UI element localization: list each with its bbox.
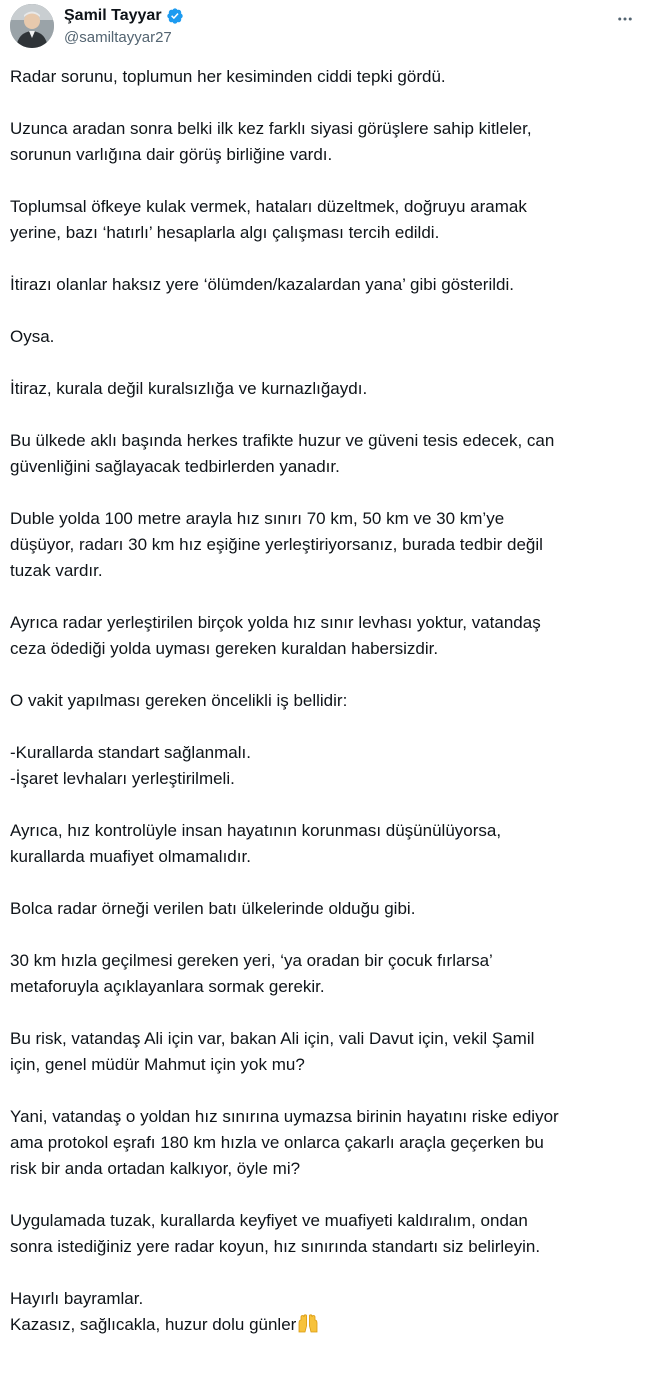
closing-text: Hayırlı bayramlar. Kazasız, sağlıcakla, huzur dolu günler (10, 1289, 297, 1334)
paragraph: İtiraz, kurala değil kuralsızlığa ve kurnazlığaydı. (10, 379, 368, 398)
name-row (64, 6, 184, 26)
paragraph: Uzunca aradan sonra belki ilk kez farklı siyasi görüşlere sahip kitleler, sorunun varlığına dair görüş birliğine vardı. (10, 119, 532, 164)
paragraph: Ayrıca radar yerleştirilen birçok yolda hız sınır levhası yoktur, vatandaş ceza ödediği yolda uyması gereken kuraldan habersizdir. (10, 613, 541, 658)
paragraph: Ayrıca, hız kontrolüyle insan hayatının korunması düşünülüyorsa, kurallarda muafiyet olmamalıdır. (10, 821, 502, 866)
paragraph: Duble yolda 100 metre arayla hız sınırı 70 km, 50 km ve 30 km’ye düşüyor, radarı 30 km hız eşiğine yerleştiriyorsanız, burada tedbir değil tuzak vardır. (10, 509, 543, 580)
tweet-header (10, 4, 640, 52)
paragraph: Bu risk, vatandaş Ali için var, bakan Ali için, vali Davut için, vekil Şamil için, genel müdür Mahmut için yok mu? (10, 1029, 535, 1074)
tweet-text (10, 64, 638, 1338)
avatar[interactable] (10, 4, 54, 48)
verified-badge-icon (166, 7, 184, 25)
avatar-photo-icon (10, 4, 54, 48)
paragraph: Toplumsal öfkeye kulak vermek, hataları düzeltmek, doğruyu aramak yerine, bazı ‘hatırlı’ hesaplarla algı çalışması tercih edildi. (10, 197, 527, 242)
paragraph: Bolca radar örneği verilen batı ülkelerinde olduğu gibi. (10, 899, 416, 918)
paragraph: Radar sorunu, toplumun her kesiminden ciddi tepki gördü. (10, 67, 446, 86)
paragraph: Yani, vatandaş o yoldan hız sınırına uymazsa birinin hayatını riske ediyor ama protokol eşrafı 180 km hızla ve onlarca çakarlı araçla geçerken bu risk bir anda ortadan kalkıyor, öyle mi? (10, 1107, 559, 1178)
paragraph: Bu ülkede aklı başında herkes trafikte huzur ve güveni tesis edecek, can güvenliğini sağlayacak tedbirlerden yanadır. (10, 431, 555, 476)
paragraph: -Kurallarda standart sağlanmalı. -İşaret levhaları yerleştirilmeli. (10, 743, 251, 788)
paragraph: 30 km hızla geçilmesi gereken yeri, ‘ya oradan bir çocuk fırlarsa’ metaforuyla açıklayanlara sormak gerekir. (10, 951, 493, 996)
paragraph: İtirazı olanlar haksız yere ‘ölümden/kazalardan yana’ gibi gösterildi. (10, 275, 514, 294)
author-block (64, 6, 184, 46)
closing-paragraph (10, 1286, 638, 1338)
display-name[interactable]: Şamil Tayyar (64, 7, 162, 24)
raising-hands-emoji-icon (297, 1314, 319, 1334)
user-handle[interactable]: @samiltayyar27 (64, 29, 172, 46)
paragraph: Uygulamada tuzak, kurallarda keyfiyet ve muafiyeti kaldıralım, ondan sonra istediğiniz yere radar koyun, hız sınırında standartı siz belirleyin. (10, 1211, 541, 1256)
more-options-icon[interactable] (614, 8, 636, 30)
paragraph: Oysa. (10, 327, 55, 346)
paragraph: O vakit yapılması gereken öncelikli iş bellidir: (10, 691, 348, 710)
